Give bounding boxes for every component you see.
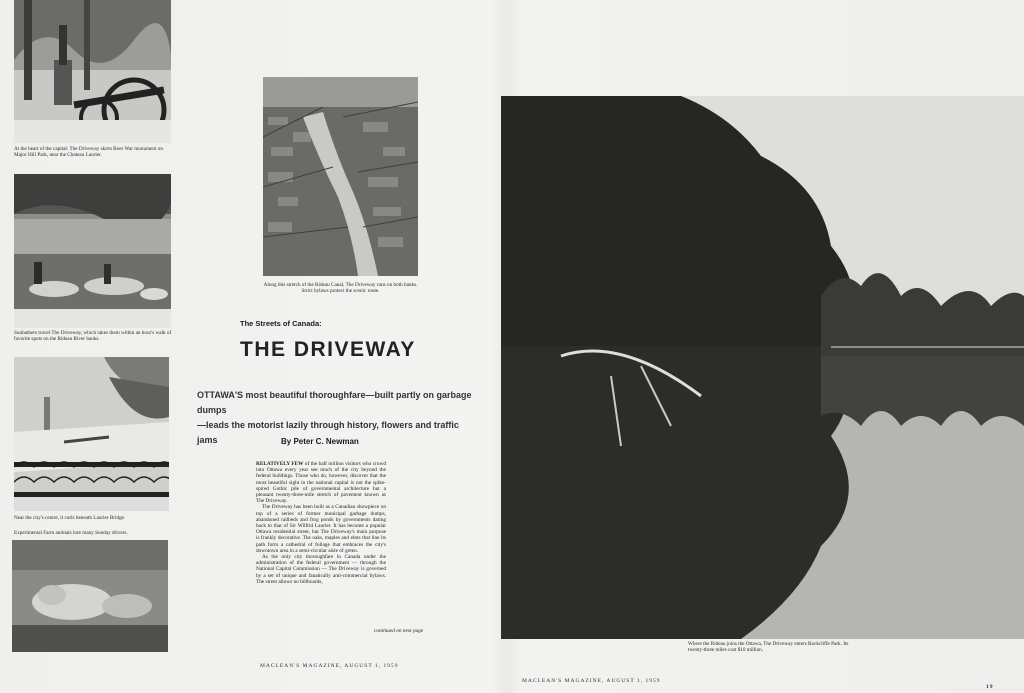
caption-farm-animals: Experimental Farm animals lure many Sunday drivers.: [14, 530, 128, 536]
paragraph-3: As the only city thoroughfare in Canada under the administration of the federal government — through the National Capital Commission — The Driveway is governed by a set of unique and fanatically anti-commercial bylaws. The street allows no billboards,: [256, 554, 386, 585]
deck-line-1: OTTAWA'S most beautiful thoroughfare—built partly on garbage dumps: [197, 390, 472, 415]
article-title: THE DRIVEWAY: [240, 338, 416, 361]
paragraph-1: [256, 461, 386, 504]
deck-line-2: —leads the motorist lazily through history, flowers and traffic jams: [197, 420, 459, 445]
caption-cannon: At the heart of the capital: The Driveway skirts Boer War monument on Major Hill Park, near the Chateau Laurier.: [14, 146, 163, 159]
photo-sunbathers: [14, 174, 171, 328]
page-number: 19: [986, 684, 994, 690]
caption-rideau: Where the Rideau joins the Ottawa, The Driveway enters Rockcliffe Park. Its twenty-three miles cost $10 million.: [688, 641, 849, 654]
folio-left: MACLEAN'S MAGAZINE, AUGUST 1, 1959: [260, 663, 399, 669]
caption-sunbathers: Sunbathers travel The Driveway, which takes them within an hour's walk of favorite spots on the Rideau River banks.: [14, 330, 172, 343]
photo-laurier-bridge: [14, 357, 169, 511]
continued-note: continued on next page: [374, 628, 424, 634]
caption-laurier-bridge: Near the city's centre, it curls beneath Laurier Bridge.: [14, 515, 126, 521]
photo-rideau-reflection: [501, 96, 1024, 639]
paragraph-1-text: of the half million visitors who crowd into Ottawa every year see much of the city beyond the federal buildings. Those who do, however, discover that the most beautiful sight in the national capital is not the spike-spired Gothic pile of governmental architecture but a pleasant twenty-three-mile stretch of pavement known as The Driveway.: [256, 461, 386, 505]
photo-aerial-canal: [263, 77, 418, 276]
article-body: [256, 461, 386, 585]
caption-aerial: Along this stretch of the Rideau Canal, The Driveway runs on both banks. Strict bylaws protect the scenic route.: [263, 282, 418, 295]
lead-caps: RELATIVELY FEW: [256, 461, 304, 467]
folio-right: MACLEAN'S MAGAZINE, AUGUST 1, 1959: [522, 678, 661, 684]
paragraph-2: The Driveway has been built as a Canadian showpiece on top of a series of former municipal garbage dumps, abandoned railbeds and frog ponds by governments dating back to that of Sir Wilfrid Laurier. It has become a popular Ottawa residential street, but The Driveway's main purpose is frankly decorative. The oaks, maples and elms that line its path form a cathedral of foliage that embraces the city's downtown area in a semi-circular aisle of green.: [256, 504, 386, 554]
photo-cannon-monument: [14, 0, 171, 143]
article-byline: By Peter C. Newman: [281, 437, 359, 446]
photo-farm-animals: [12, 540, 168, 652]
article-kicker: The Streets of Canada:: [240, 319, 322, 328]
